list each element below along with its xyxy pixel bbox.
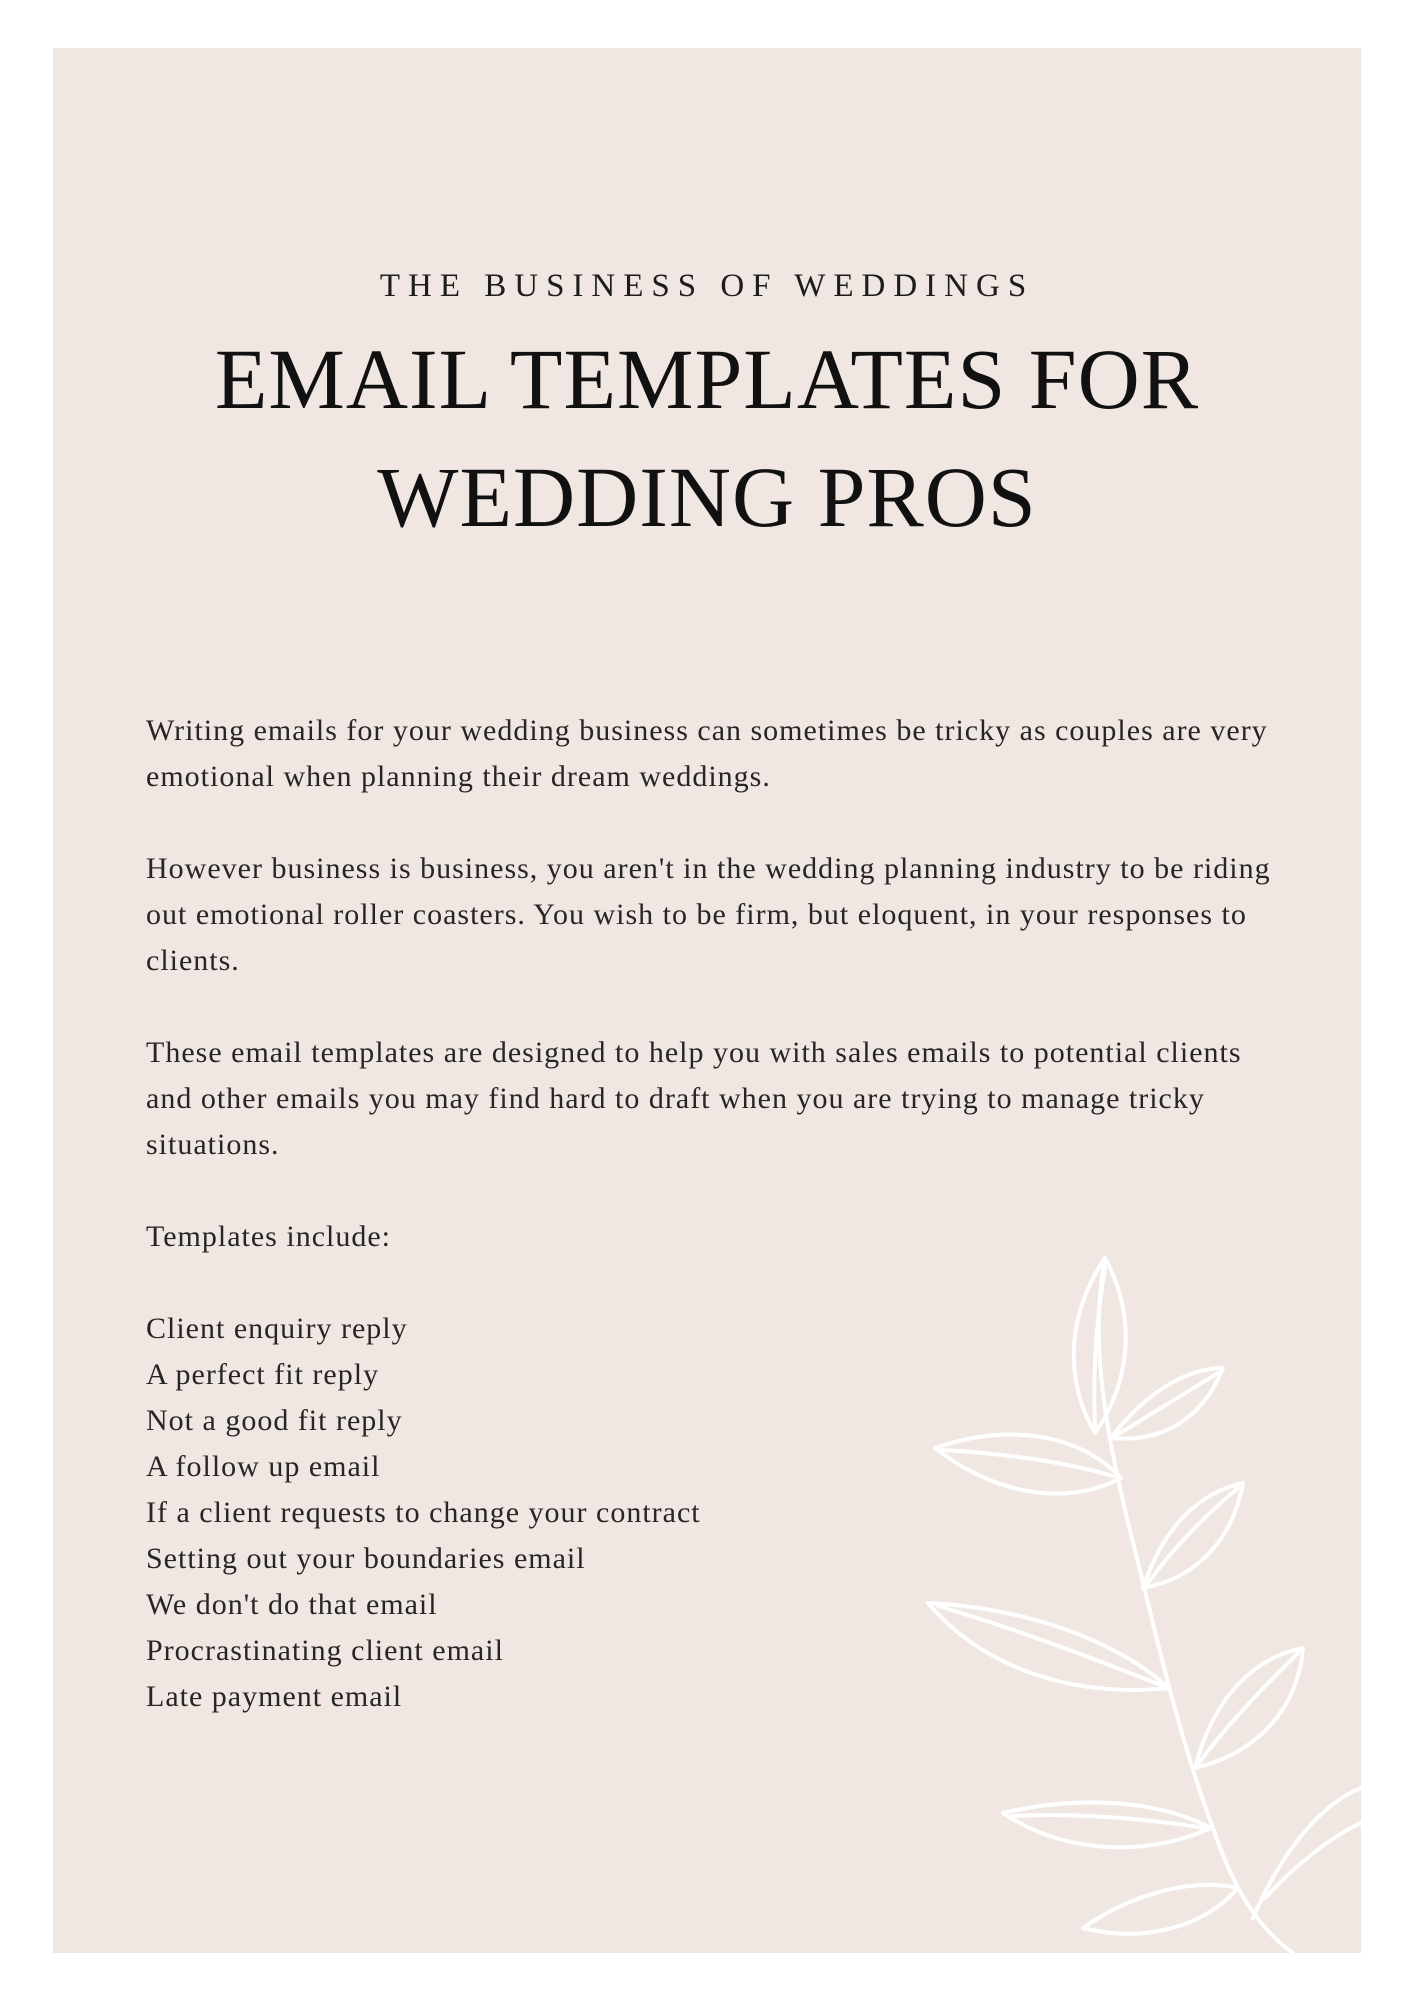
list-item: Late payment email bbox=[146, 1680, 403, 1713]
eyebrow-heading: THE BUSINESS OF WEDDINGS bbox=[379, 268, 1035, 304]
title-line-2: WEDDING PROS bbox=[377, 449, 1037, 545]
list-item: If a client requests to change your contract bbox=[146, 1496, 701, 1529]
list-item: Procrastinating client email bbox=[146, 1634, 504, 1667]
purpose-paragraph: These email templates are designed to help you with sales emails to potential clients and other emails you may find hard to draft when you are trying to manage tricky situations. bbox=[146, 1036, 1242, 1161]
business-paragraph: However business is business, you aren't in the wedding planning industry to be riding out emotional roller coasters. You wish to be firm, but eloquent, in your responses to clients. bbox=[146, 852, 1271, 977]
templates-intro: Templates include: bbox=[146, 1220, 391, 1253]
list-item: A perfect fit reply bbox=[146, 1358, 380, 1391]
leaf-branch-icon bbox=[873, 1228, 1361, 1953]
cover-panel bbox=[53, 48, 1361, 1953]
list-item: Setting out your boundaries email bbox=[146, 1542, 586, 1575]
intro-paragraph: Writing emails for your wedding business can sometimes be tricky as couples are very emotional when planning their dream weddings. bbox=[146, 714, 1268, 793]
title-line-1: EMAIL TEMPLATES FOR bbox=[214, 331, 1200, 427]
list-item: We don't do that email bbox=[146, 1588, 438, 1621]
page-title bbox=[53, 320, 1361, 556]
list-item: A follow up email bbox=[146, 1450, 381, 1483]
list-item: Client enquiry reply bbox=[146, 1312, 408, 1345]
list-item: Not a good fit reply bbox=[146, 1404, 403, 1437]
